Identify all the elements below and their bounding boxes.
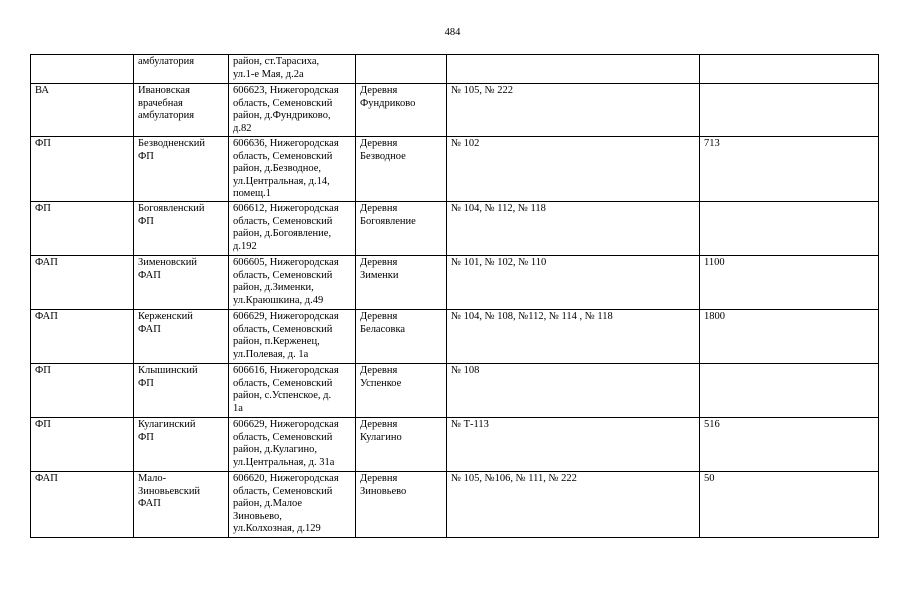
page-number: 484 bbox=[444, 27, 461, 38]
numbers-cell: № 101, № 102, № 110 bbox=[447, 256, 700, 310]
facility-address-cell: 606629, Нижегородская область, Семеновский район, д.Кулагино, ул.Центральная, д. 31а bbox=[229, 418, 356, 472]
table-row bbox=[31, 84, 879, 137]
facility-address-cell: 606605, Нижегородская область, Семеновский район, д.Зименки, ул.Краюшкина, д.49 bbox=[229, 256, 356, 310]
settlement-cell: Деревня Кулагино bbox=[356, 418, 447, 472]
facility-type-cell: ФП bbox=[31, 137, 134, 202]
facility-name-cell: Богоявленский ФП bbox=[134, 202, 229, 256]
numbers-cell: № Т-113 bbox=[447, 418, 700, 472]
distance-cell: 713 bbox=[700, 137, 879, 202]
settlement-cell: Деревня Богоявление bbox=[356, 202, 447, 256]
numbers-cell: № 105, №106, № 111, № 222 bbox=[447, 472, 700, 538]
facility-type-cell: ВА bbox=[31, 84, 134, 137]
facility-type-cell: ФП bbox=[31, 202, 134, 256]
settlement-cell: Деревня Успенкое bbox=[356, 364, 447, 418]
settlement-cell bbox=[356, 55, 447, 84]
numbers-cell: № 102 bbox=[447, 137, 700, 202]
distance-cell bbox=[700, 55, 879, 84]
numbers-cell bbox=[447, 55, 700, 84]
facility-type-cell: ФП bbox=[31, 418, 134, 472]
table-row bbox=[31, 418, 879, 472]
settlement-cell: Деревня Фундриково bbox=[356, 84, 447, 137]
facility-address-cell: 606620, Нижегородская область, Семеновский район, д.Малое Зиновьево, ул.Колхозная, д.129 bbox=[229, 472, 356, 538]
settlement-cell: Деревня Беласовка bbox=[356, 310, 447, 364]
distance-cell bbox=[700, 202, 879, 256]
facility-address-cell: 606629, Нижегородская область, Семеновский район, п.Керженец, ул.Полевая, д. 1а bbox=[229, 310, 356, 364]
facility-name-cell: Кулагинский ФП bbox=[134, 418, 229, 472]
facility-address-cell: район, ст.Тарасиха, ул.1-е Мая, д.2а bbox=[229, 55, 356, 84]
table-row bbox=[31, 364, 879, 418]
facility-type-cell: ФАП bbox=[31, 256, 134, 310]
facility-address-cell: 606636, Нижегородская область, Семеновский район, д.Безводное, ул.Центральная, д.14, помещ.1 bbox=[229, 137, 356, 202]
facility-type-cell: ФАП bbox=[31, 310, 134, 364]
numbers-cell: № 108 bbox=[447, 364, 700, 418]
table-row bbox=[31, 202, 879, 256]
facility-address-cell: 606612, Нижегородская область, Семеновский район, д.Богоявление, д.192 bbox=[229, 202, 356, 256]
distance-cell: 1800 bbox=[700, 310, 879, 364]
table-row bbox=[31, 472, 879, 538]
facility-type-cell: ФАП bbox=[31, 472, 134, 538]
settlement-cell: Деревня Зиновьево bbox=[356, 472, 447, 538]
facility-name-cell: Зименовский ФАП bbox=[134, 256, 229, 310]
facility-name-cell: Клышинский ФП bbox=[134, 364, 229, 418]
distance-cell: 50 bbox=[700, 472, 879, 538]
facility-type-cell bbox=[31, 55, 134, 84]
settlement-cell: Деревня Безводное bbox=[356, 137, 447, 202]
facilities-table bbox=[30, 54, 879, 538]
facility-name-cell: амбулатория bbox=[134, 55, 229, 84]
table-row bbox=[31, 310, 879, 364]
numbers-cell: № 104, № 112, № 118 bbox=[447, 202, 700, 256]
distance-cell: 1100 bbox=[700, 256, 879, 310]
facility-name-cell: Ивановская врачебная амбулатория bbox=[134, 84, 229, 137]
table-row bbox=[31, 55, 879, 84]
facility-type-cell: ФП bbox=[31, 364, 134, 418]
distance-cell: 516 bbox=[700, 418, 879, 472]
table-row bbox=[31, 137, 879, 202]
table-row bbox=[31, 256, 879, 310]
facility-name-cell: Керженский ФАП bbox=[134, 310, 229, 364]
numbers-cell: № 104, № 108, №112, № 114 , № 118 bbox=[447, 310, 700, 364]
facility-name-cell: Мало- Зиновьевский ФАП bbox=[134, 472, 229, 538]
facility-address-cell: 606623, Нижегородская область, Семеновский район, д.Фундриково, д.82 bbox=[229, 84, 356, 137]
numbers-cell: № 105, № 222 bbox=[447, 84, 700, 137]
facility-address-cell: 606616, Нижегородская область, Семеновский район, с.Успенское, д. 1а bbox=[229, 364, 356, 418]
facility-name-cell: Безводненский ФП bbox=[134, 137, 229, 202]
distance-cell bbox=[700, 84, 879, 137]
distance-cell bbox=[700, 364, 879, 418]
settlement-cell: Деревня Зименки bbox=[356, 256, 447, 310]
